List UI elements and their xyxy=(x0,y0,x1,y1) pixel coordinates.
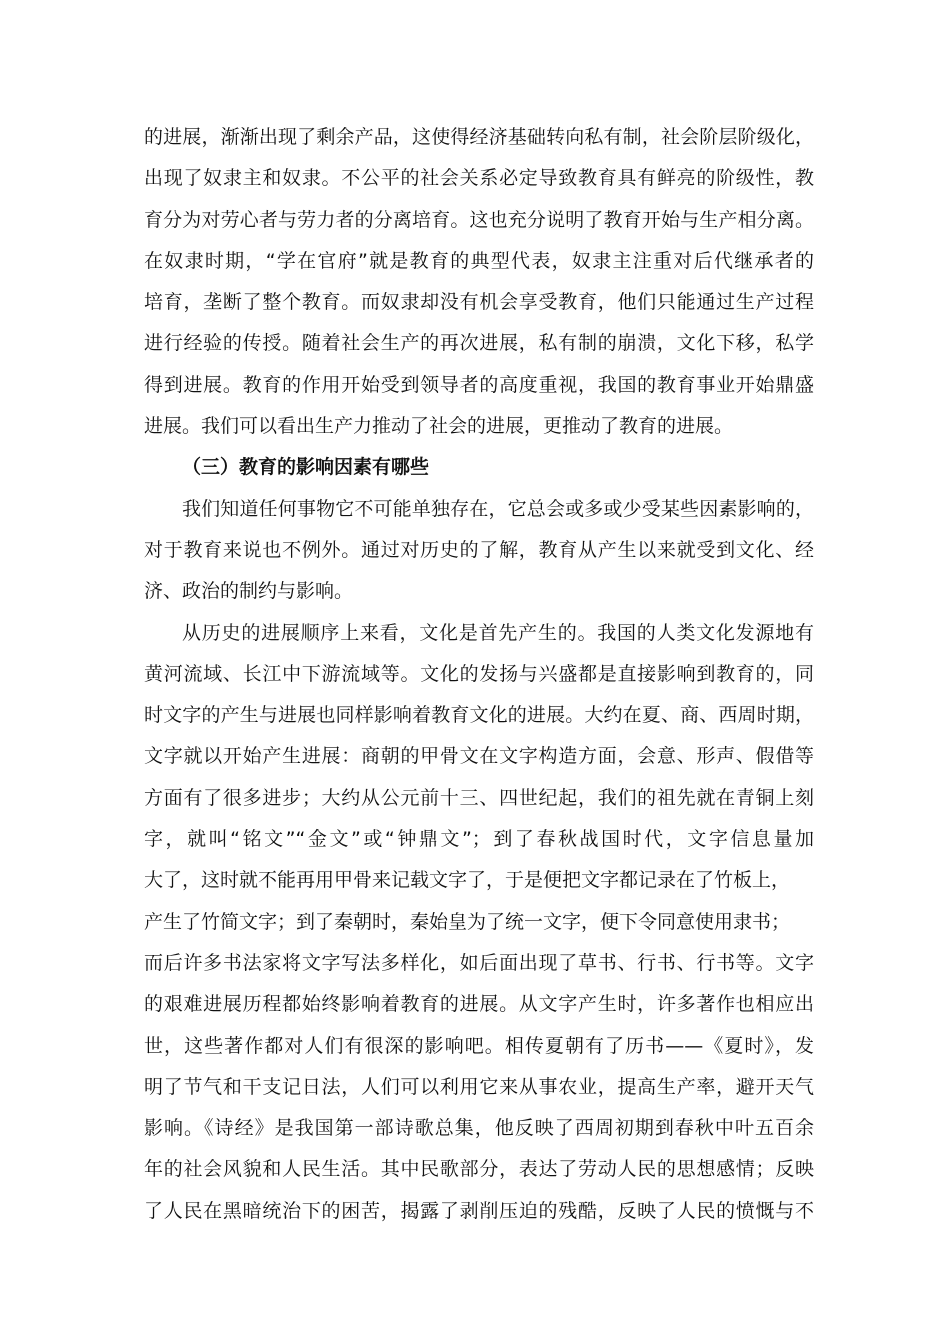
text-line: 方面有了很多进步；大约从公元前十三、四世纪起，我们的祖先就在青铜上刻 xyxy=(144,786,814,809)
text-line: 进行经验的传授。随着社会生产的再次进展，私有制的崩溃，文化下移，私学 xyxy=(144,332,814,355)
text-line: 大了，这时就不能再用甲骨来记载文字了，于是便把文字都记录在了竹板上， xyxy=(144,869,791,892)
text-line: 对于教育来说也不例外。通过对历史的了解，教育从产生以来就受到文化、经 xyxy=(144,538,814,561)
text-line: 的艰难进展历程都始终影响着教育的进展。从文字产生时，许多著作也相应出 xyxy=(144,993,814,1016)
text-line: 文字就以开始产生进展：商朝的甲骨文在文字构造方面，会意、形声、假借等 xyxy=(144,745,814,768)
text-line: 了人民在黑暗统治下的困苦，揭露了剥削压迫的残酷，反映了人民的愤慨与不 xyxy=(144,1199,814,1222)
document-body xyxy=(144,117,814,1232)
section-heading: （三）教育的影响因素有哪些 xyxy=(182,456,430,479)
text-line: 的进展，渐渐出现了剩余产品，这使得经济基础转向私有制，社会阶层阶级化， xyxy=(144,126,814,148)
text-line: 明了节气和干支记日法，人们可以利用它来从事农业，提高生产率，避开天气 xyxy=(144,1075,814,1098)
paragraph-production-and-education xyxy=(144,117,814,447)
text-line: 得到进展。教育的作用开始受到领导者的高度重视，我国的教育事业开始鼎盛 xyxy=(144,373,814,396)
text-line: 济、政治的制约与影响。 xyxy=(144,580,354,603)
text-line: 育分为对劳心者与劳力者的分离培育。这也充分说明了教育开始与生产相分离。 xyxy=(144,208,814,231)
text-line: 我们知道任何事物它不可能单独存在，它总会或多或少受某些因素影响的， xyxy=(182,497,814,520)
text-line: 进展。我们可以看出生产力推动了社会的进展，更推动了教育的进展。 xyxy=(144,415,734,438)
paragraph-influencing-factors xyxy=(144,489,814,613)
paragraph-culture-and-writing xyxy=(144,613,814,1232)
text-line: 出现了奴隶主和奴隶。不公平的社会关系必定导致教育具有鲜亮的阶级性，教 xyxy=(144,167,814,190)
text-line: 从历史的进展顺序上来看，文化是首先产生的。我国的人类文化发源地有 xyxy=(182,621,814,644)
text-line: 时文字的产生与进展也同样影响着教育文化的进展。大约在夏、商、西周时期， xyxy=(144,704,814,727)
text-line: 字，就叫“铭文”“金文”或“钟鼎文”；到了春秋战国时代，文字信息量加 xyxy=(144,828,814,851)
text-line: 而后许多书法家将文字写法多样化，如后面出现了草书、行书、行书等。文字 xyxy=(144,951,814,974)
text-line: 黄河流域、长江中下游流域等。文化的发扬与兴盛都是直接影响到教育的，同 xyxy=(144,662,814,685)
text-line: 产生了竹简文字；到了秦朝时，秦始皇为了统一文字，便下令同意使用隶书； xyxy=(144,910,791,933)
text-line: 在奴隶时期，“学在官府”就是教育的典型代表，奴隶主注重对后代继承者的 xyxy=(144,249,814,272)
text-line: 培育，垄断了整个教育。而奴隶却没有机会享受教育，他们只能通过生产过程 xyxy=(144,291,814,314)
text-line: 年的社会风貌和人民生活。其中民歌部分，表达了劳动人民的思想感情；反映 xyxy=(144,1158,814,1181)
text-line: 世，这些著作都对人们有很深的影响吧。相传夏朝有了历书——《夏时》，发 xyxy=(144,1034,814,1057)
text-line: 影响。《诗经》是我国第一部诗歌总集，他反映了西周初期到春秋中叶五百余 xyxy=(144,1117,814,1140)
